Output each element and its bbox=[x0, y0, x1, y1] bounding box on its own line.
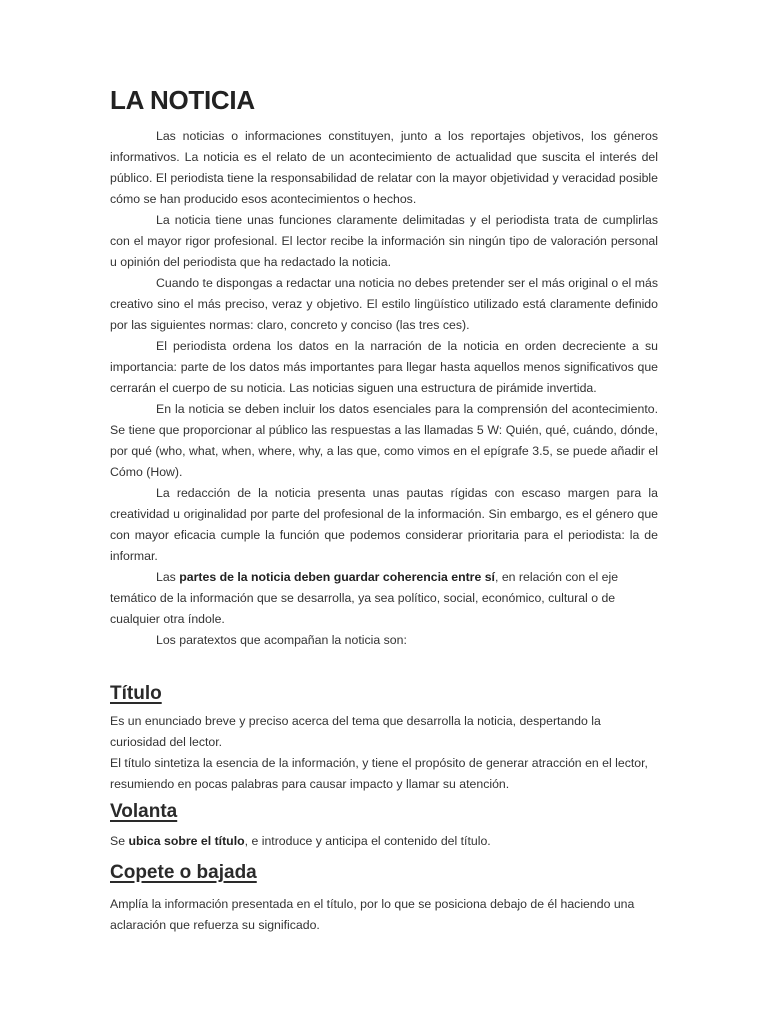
heading-copete: Copete o bajada bbox=[110, 862, 257, 883]
paragraph-5w: En la noticia se deben incluir los datos esenciales para la comprensión del acontecimiento. Se tiene que proporcionar al público las respuestas a las llamadas 5 W: Quién, qué, cuándo, dónde, por qué (who, what, when, where, why, a las que, como vimos en el epígrafe 3.5, se puede añadir el Cómo (How). bbox=[110, 402, 658, 479]
heading-titulo: Título bbox=[110, 683, 162, 704]
paragraph-functions: La noticia tiene unas funciones claramente delimitadas y el periodista trata de cumplirlas con el mayor rigor profesional. El lector recibe la información sin ningún tipo de valoración personal u opinión del periodista que ha redactado la noticia. bbox=[110, 213, 658, 269]
volanta-suffix: , e introduce y anticipa el contenido del título. bbox=[244, 834, 491, 848]
copete-text: Amplía la información presentada en el título, por lo que se posiciona debajo de él haciendo una aclaración que refuerza su significado. bbox=[110, 897, 635, 932]
section-titulo-body bbox=[110, 711, 658, 795]
heading-volanta: Volanta bbox=[110, 801, 178, 822]
paragraph-intro: Las noticias o informaciones constituyen, junto a los reportajes objetivos, los géneros informativos. La noticia es el relato de un acontecimiento de actualidad que suscita el interés del público. El periodista tiene la responsabilidad de relatar con la mayor objetividad y veracidad posible cómo se han producido esos acontecimientos o hechos. bbox=[110, 129, 658, 206]
titulo-line-2: El título sintetiza la esencia de la información, y tiene el propósito de generar atracción en el lector, resumiendo en pocas palabras para causar impacto y llamar su atención. bbox=[110, 756, 648, 791]
paragraph-paratexts: Los paratextos que acompañan la noticia son: bbox=[156, 633, 407, 647]
coherence-prefix: Las bbox=[156, 570, 180, 584]
coherence-bold: partes de la noticia deben guardar coherencia entre sí bbox=[179, 570, 495, 584]
paragraph-coherence bbox=[110, 567, 658, 630]
paragraph-redaction: La redacción de la noticia presenta unas pautas rígidas con escaso margen para la creatividad u originalidad por parte del profesional de la información. Sin embargo, es el género que con mayor eficacia cumple la función que podemos considerar prioritaria para el periodista: la de informar. bbox=[110, 486, 658, 563]
paragraph-pyramid: El periodista ordena los datos en la narración de la noticia en orden decreciente a su importancia: parte de los datos más importantes para llegar hasta aquellos menos significativos que cerrarán el cuerpo de su noticia. Las noticias siguen una estructura de pirámide invertida. bbox=[110, 339, 658, 395]
volanta-text bbox=[110, 831, 658, 852]
titulo-line-1: Es un enunciado breve y preciso acerca del tema que desarrolla la noticia, despertando la curiosidad del lector. bbox=[110, 714, 601, 749]
volanta-prefix: Se bbox=[110, 834, 129, 848]
coherence-suffix: , en relación con el eje temático de la información que se desarrolla, ya sea político, social, económico, cultural o de cualquier otra índole. bbox=[110, 570, 619, 626]
volanta-bold: ubica sobre el título bbox=[128, 834, 245, 848]
document-title: LA NOTICIA bbox=[110, 85, 255, 115]
paragraph-style: Cuando te dispongas a redactar una noticia no debes pretender ser el más original o el más creativo sino el más preciso, veraz y objetivo. El estilo lingüístico utilizado está claramente definido por las siguientes normas: claro, concreto y conciso (las tres ces). bbox=[110, 276, 658, 332]
